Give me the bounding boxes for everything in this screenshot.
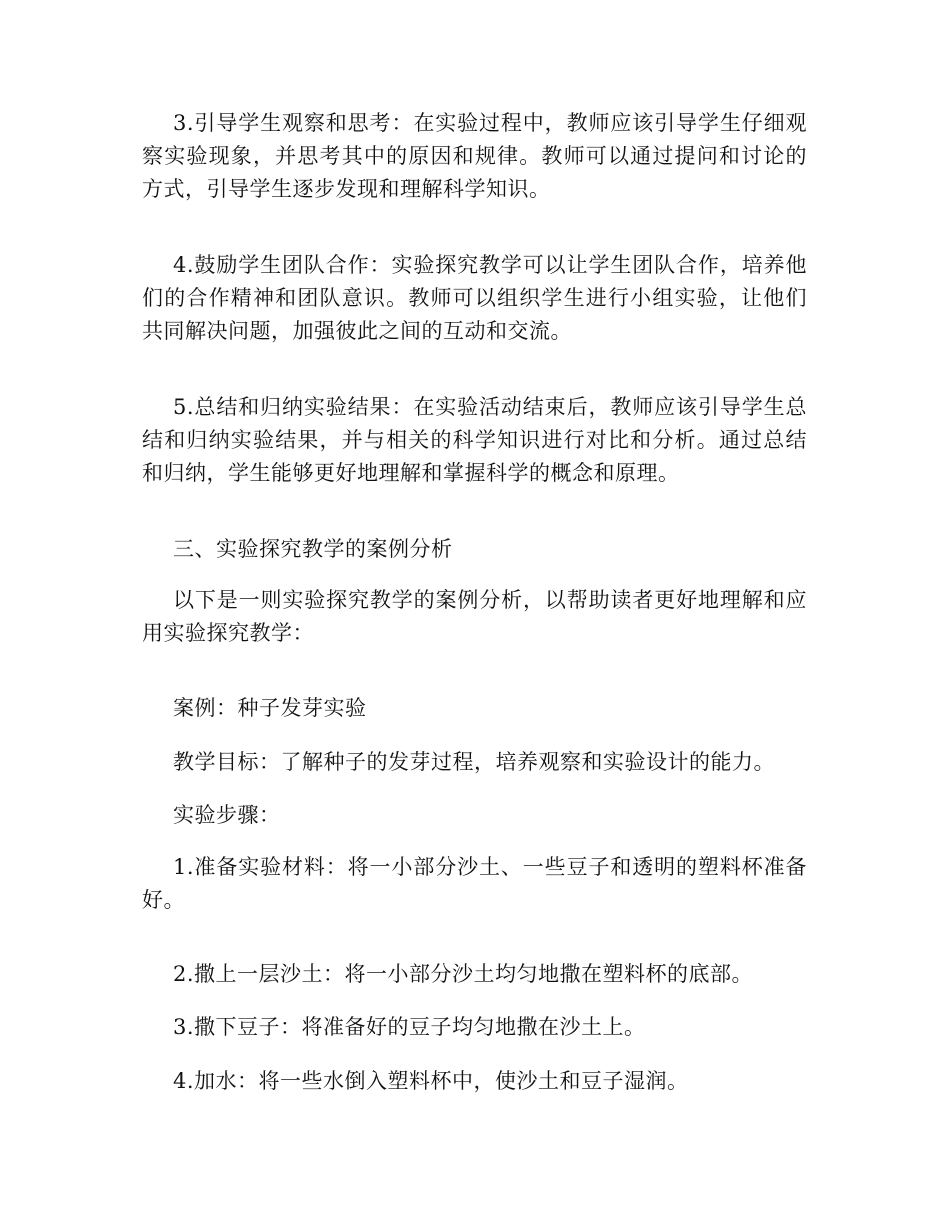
experiment-step-3: 3.撒下豆子：将准备好的豆子均匀地撒在沙土上。 xyxy=(173,1015,646,1039)
paragraph-step-3: 3.引导学生观察和思考：在实验过程中，教师应该引导学生仔细观察实验现象，并思考其中的原因和规律。教师可以通过提问和讨论的方式，引导学生逐步发现和理解科学知识。 xyxy=(142,111,807,201)
paragraph-case-intro: 以下是一则实验探究教学的案例分析，以帮助读者更好地理解和应用实验探究教学： xyxy=(142,588,807,645)
steps-heading: 实验步骤： xyxy=(173,803,281,827)
experiment-step-4: 4.加水：将一些水倒入塑料杯中，使沙土和豆子湿润。 xyxy=(173,1069,689,1093)
case-title: 案例：种子发芽实验 xyxy=(173,696,367,720)
paragraph-step-5: 5.总结和归纳实验结果：在实验活动结束后，教师应该引导学生总结和归纳实验结果，并与相关的科学知识进行对比和分析。通过总结和归纳，学生能够更好地理解和掌握科学的概念和原理。 xyxy=(142,395,807,485)
experiment-step-2: 2.撒上一层沙土：将一小部分沙土均匀地撒在塑料杯的底部。 xyxy=(173,962,754,986)
section-heading: 三、实验探究教学的案例分析 xyxy=(173,537,453,561)
paragraph-step-4: 4.鼓励学生团队合作：实验探究教学可以让学生团队合作，培养他们的合作精神和团队意识。教师可以组织学生进行小组实验，让他们共同解决问题，加强彼此之间的互动和交流。 xyxy=(142,253,807,343)
teaching-goal: 教学目标：了解种子的发芽过程，培养观察和实验设计的能力。 xyxy=(173,750,775,774)
experiment-step-1: 1.准备实验材料：将一小部分沙土、一些豆子和透明的塑料杯准备好。 xyxy=(142,855,807,912)
